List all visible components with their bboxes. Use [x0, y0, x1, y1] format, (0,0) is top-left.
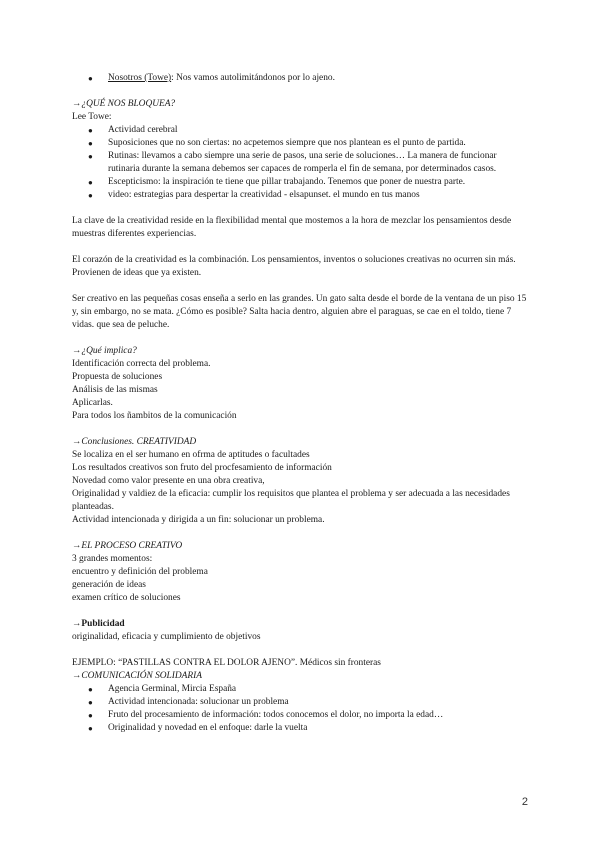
list-item: ● Suposiciones que no son ciertas: no acpetemos siempre que nos plantean es el punto de partida. [72, 137, 530, 150]
text-line: Novedad como valor presente en una obra creativa, [72, 476, 265, 486]
text-line: examen crítico de soluciones [72, 593, 181, 603]
section-intro: Lee Towe: [72, 112, 112, 122]
paragraph: Ser creativo en las pequeñas cosas enseña a serlo en las grandes. Un gato salta desde el borde de la ventana de un piso 15 y, sin embargo, no se mata. ¿Cómo es posible? Salta hacia dentro, alguien abre el paraguas, se cae en el toldo, tiene 7 vidas. que sea de peluche. [72, 294, 527, 330]
list-item: ● Rutinas: llevamos a cabo siempre una serie de pasos, una serie de soluciones… La manera de funcionar rutinaria durante la semana debemos ser capaces de romperla el fin de semana, por determinados casos. [72, 150, 530, 176]
text-line: Para todos los ñambitos de la comunicación [72, 411, 237, 421]
list-item: ● Escepticismo: la inspiración te tiene que pillar trabajando. Tenemos que poner de nuestra parte. [72, 176, 530, 189]
list-item: ● Agencia Germinal, Mircia España [72, 683, 530, 696]
paragraph: La clave de la creatividad reside en la flexibilidad mental que mostemos a la hora de mezclar los pensamientos desde muestras diferentes experiencias. [72, 216, 512, 239]
page-number: 2 [521, 796, 528, 808]
paragraph: El corazón de la creatividad es la combinación. Los pensamientos, inventos o soluciones creativas no ocurren sin más. Provienen de ideas que ya existen. [72, 255, 516, 278]
document-page [72, 72, 530, 735]
arrow-icon: → [72, 346, 82, 356]
list-item [72, 72, 530, 85]
text-line: originalidad, eficacia y cumplimiento de objetivos [72, 632, 261, 642]
text-line: Identificación correcta del problema. [72, 359, 211, 369]
text-line: encuentro y definición del problema [72, 567, 208, 577]
section-heading-proceso: →EL PROCESO CREATIVO [72, 541, 183, 551]
top-bullet-list [72, 72, 530, 85]
bloquea-list [72, 124, 530, 202]
bullet-text: : Nos vamos autolimitándonos por lo ajeno. [171, 73, 335, 83]
text-line: Originalidad y valdiez de la eficacia: cumplir los requisitos que plantea el problema y ser adecuada a las necesidades planteadas. [72, 489, 510, 512]
text-line: 3 grandes momentos: [72, 554, 153, 564]
text-line: Aplicarlas. [72, 398, 113, 408]
list-item: ● Originalidad y novedad en el enfoque: darle la vuelta [72, 722, 530, 735]
text-line: Actividad intencionada y dirigida a un fin: solucionar un problema. [72, 515, 325, 525]
section-heading-bloquea: →¿QUÉ NOS BLOQUEA? [72, 99, 176, 109]
section-heading-implica: →¿Qué implica? [72, 346, 137, 356]
list-item: ● Fruto del procesamiento de información: todos conocemos el dolor, no importa la edad… [72, 709, 530, 722]
list-item: ● Actividad cerebral [72, 124, 530, 137]
text-line: Se localiza en el ser humano en ofrma de aptitudes o facultades [72, 450, 310, 460]
text-line: Análisis de las mismas [72, 385, 158, 395]
section-heading-publicidad: →Publicidad [72, 619, 125, 629]
arrow-icon: → [72, 619, 82, 629]
section-heading-comunicacion: →COMUNICACIÓN SOLIDARIA [72, 671, 202, 681]
arrow-icon: → [72, 99, 82, 109]
text-line: Propuesta de soluciones [72, 372, 163, 382]
arrow-icon: → [72, 437, 82, 447]
bullet-term: Nosotros (Towe) [108, 73, 172, 83]
list-item: ● Actividad intencionada: solucionar un problema [72, 696, 530, 709]
text-line: generación de ideas [72, 580, 146, 590]
arrow-icon: → [72, 671, 82, 681]
section-heading-conclusiones: →Conclusiones. CREATIVIDAD [72, 437, 197, 447]
text-line: Los resultados creativos son fruto del procfesamiento de información [72, 463, 332, 473]
ejemplo-list [72, 683, 530, 735]
list-item: ● video: estrategias para despertar la creatividad - elsapunset. el mundo en tus manos [72, 189, 530, 202]
arrow-icon: → [72, 541, 82, 551]
example-line: EJEMPLO: “PASTILLAS CONTRA EL DOLOR AJENO”. Médicos sin fronteras [72, 658, 381, 668]
